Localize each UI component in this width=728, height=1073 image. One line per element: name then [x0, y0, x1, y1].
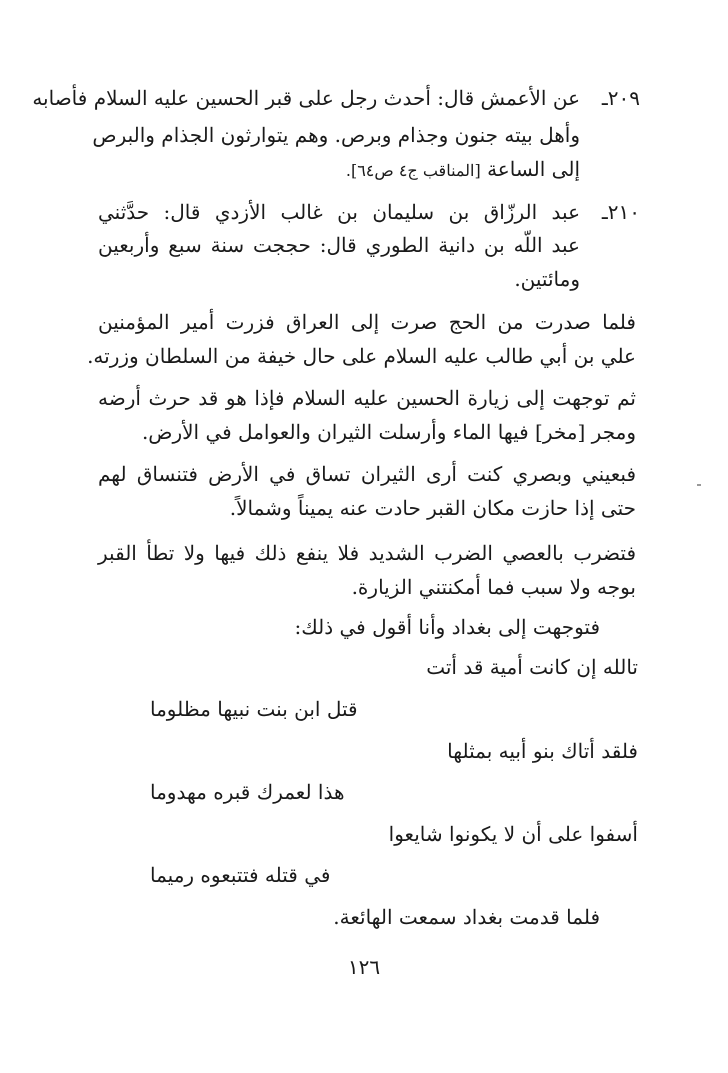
entry-line: عن الأعمش قال: أحدث رجل على قبر الحسين عليه السلام فأصابه — [32, 86, 580, 110]
entry-number: ٢٠٩ـ — [601, 86, 640, 110]
poem-verse: فلقد أتاك بنو أبيه بمثلها — [447, 739, 638, 763]
paragraph-line: فبعيني وبصري كنت أرى الثيران تساق في الأرض فتنساق لهم — [98, 462, 636, 486]
entry-line: وأهل بيته جنون وجذام وبرص. وهم يتوارثون الجذام والبرص — [92, 123, 580, 147]
entry-line-text: إلى الساعة — [487, 157, 580, 181]
poem-verse: تالله إن كانت أمية قد أتت — [426, 655, 638, 679]
entry-line: عبد الرزّاق بن سليمان بن غالب الأزدي قال: حدَّثني — [98, 200, 580, 224]
paragraph-line: حتى إذا حازت مكان القبر حادت عنه يميناً وشمالاً. — [229, 496, 636, 520]
poem-verse: أسفوا على أن لا يكونوا شايعوا — [388, 822, 638, 846]
paragraph-line: بوجه ولا سبب فما أمكنتني الزيارة. — [351, 575, 636, 599]
paragraph-line: فتوجهت إلى بغداد وأنا أقول في ذلك: — [294, 615, 600, 639]
page-number: ١٢٦ — [347, 955, 381, 979]
entry-line — [98, 154, 580, 186]
poem-verse: في قتله فتتبعوه رميما — [150, 863, 331, 887]
scan-mark — [697, 484, 701, 486]
poem-verse: قتل ابن بنت نبيها مظلوما — [150, 697, 358, 721]
entry-line: ومائتين. — [514, 267, 580, 291]
poem-verse: هذا لعمرك قبره مهدوما — [150, 780, 345, 804]
closing-line: فلما قدمت بغداد سمعت الهائعة. — [333, 905, 600, 929]
entry-line: عبد اللّه بن دانية الطوري قال: حججت سنة سبع وأربعين — [98, 233, 580, 257]
entry-number: ٢١٠ـ — [601, 200, 640, 224]
paragraph-line: ثم توجهت إلى زيارة الحسين عليه السلام فإذا هو قد حرث أرضه — [98, 386, 636, 410]
paragraph-line: فلما صدرت من الحج صرت إلى العراق فزرت أمير المؤمنين — [98, 310, 636, 334]
paragraph-line: علي بن أبي طالب عليه السلام على حال خيفة من السلطان وزرته. — [87, 344, 636, 368]
paragraph-line: ومجر [مخر] فيها الماء وأرسلت الثيران والعوامل في الأرض. — [141, 420, 636, 444]
paragraph-line: فتضرب بالعصي الضرب الشديد فلا ينفع ذلك فيها ولا تطأ القبر — [98, 541, 636, 565]
citation: [المناقب ج٤ ص٦٤]. — [345, 161, 481, 180]
